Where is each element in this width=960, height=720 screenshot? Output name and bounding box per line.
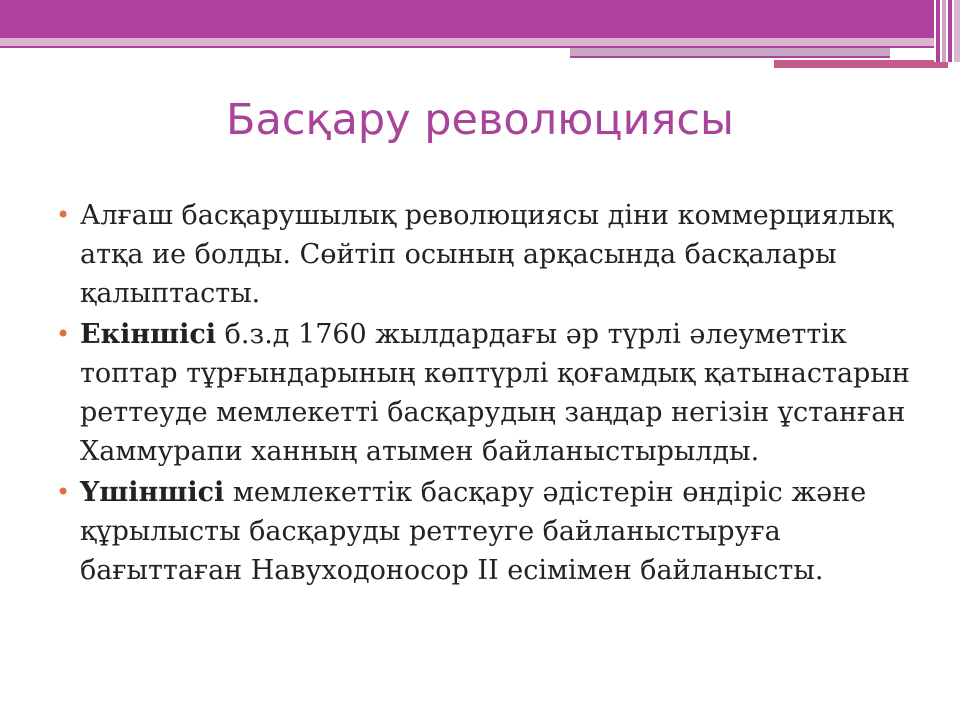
bullet-text: мемлекеттік басқару әдістерін өндіріс және құрылысты басқаруды реттеуге байланыстыруға бағыттаған Навуходоносор II есімімен байланысты. [80,477,867,586]
header-band-step [570,48,890,56]
header-band-light [0,38,960,46]
header-band [0,0,960,38]
header-band-step-line [570,56,890,58]
bullet-icon: • [56,320,71,348]
slide-title: Басқару революциясы [226,95,734,145]
bullet-icon: • [56,478,71,506]
bullet-lead: Үшіншісі [80,477,225,508]
bullet-text: Алғаш басқарушылық революциясы діни коммерциялық атқа ие болды. Сөйтіп осының арқасында басқалары қалыптасты. [80,200,894,309]
bullet-icon: • [56,201,71,229]
bullet-list [56,196,916,592]
bullet-lead: Екіншісі [80,319,217,350]
list-item [56,196,916,313]
header-band-stripes [934,0,960,62]
list-item [56,315,916,471]
header-band-accent [774,60,948,68]
list-item [56,473,916,590]
bullet-text: б.з.д 1760 жылдардағы әр түрлі әлеуметтік топтар тұрғындарының көптүрлі қоғамдық қатынастарын реттеуде мемлекетті басқарудың заңдар негізін ұстанған Хаммурапи ханның атымен байланыстырылды. [80,319,910,467]
